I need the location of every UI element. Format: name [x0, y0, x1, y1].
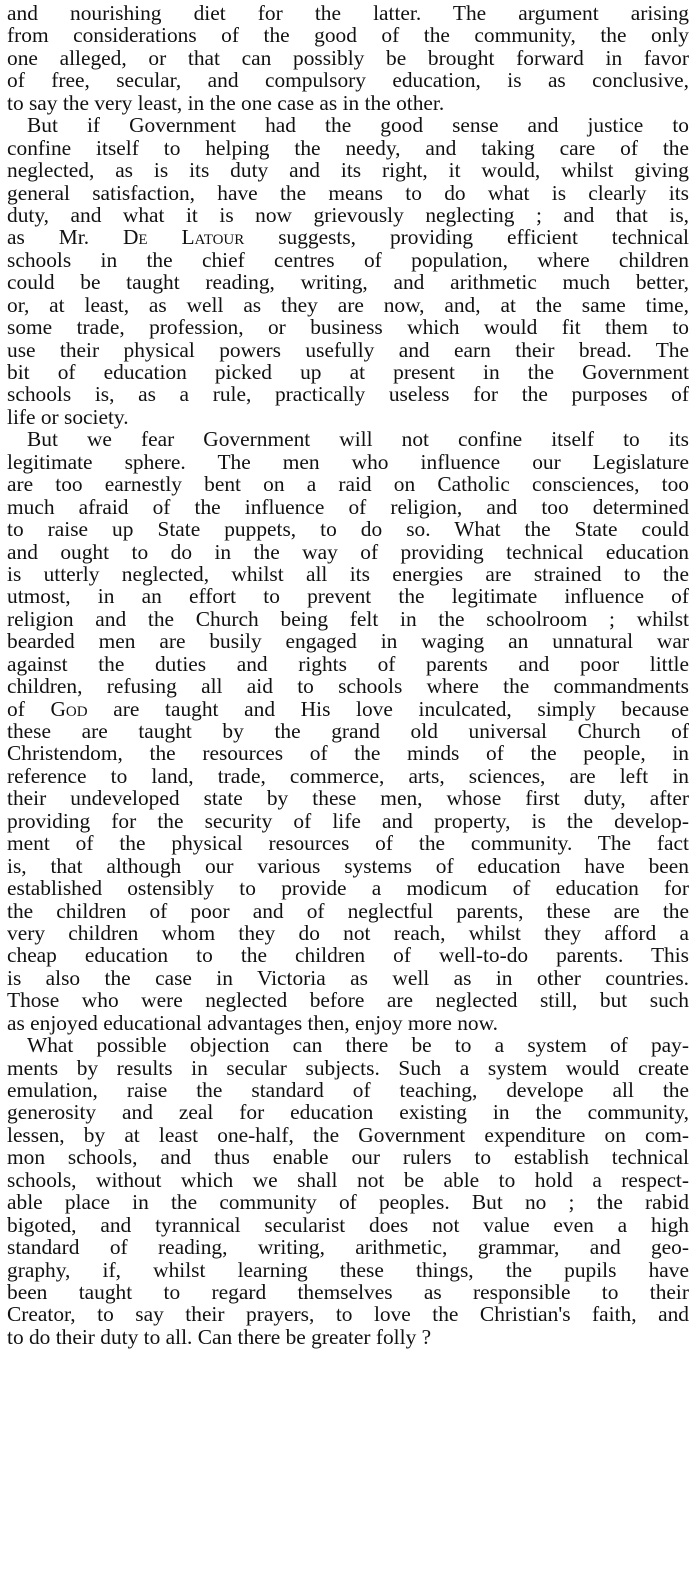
text-line: or, at least, as well as they are now, and, at the same time, — [7, 292, 689, 317]
text-line: the children of poor and of neglectful parents, these are the — [7, 898, 689, 923]
text-line: cheap education to the children of well-to-do parents. This — [7, 943, 689, 968]
text-line: duty, and what it is now grievously neglecting ; and that is, — [7, 202, 689, 227]
text-line: bearded men are busily engaged in waging an unnatural war — [7, 629, 689, 654]
text-line: as Mr. De Latour suggests, providing efficient technical — [7, 225, 690, 250]
text-line: ments by results in secular subjects. Such a system would create — [7, 1055, 689, 1080]
text-line: able place in the community of peoples. But no ; the rabid — [7, 1190, 689, 1215]
paragraph — [7, 114, 689, 428]
text-line: schools is, as a rule, practically useless for the purposes of — [7, 382, 689, 407]
text-line: graphy, if, whilst learning these things, the pupils have — [7, 1257, 689, 1282]
text-line: been taught to regard themselves as responsible to their — [7, 1279, 689, 1304]
text-line: children, refusing all aid to schools where the commandments — [7, 674, 689, 699]
text-line: religion and the Church being felt in the schoolroom ; whilst — [7, 606, 689, 631]
text-line: of free, secular, and compulsory education, is as conclusive, — [7, 68, 689, 93]
text-line: to raise up State puppets, to do so. What the State could — [7, 517, 689, 542]
text-line: generosity and zeal for education existing in the community, — [7, 1100, 689, 1125]
text-line: from considerations of the good of the community, the only — [7, 23, 689, 48]
text-line: these are taught by the grand old universal Church of — [7, 719, 689, 743]
text-line: ment of the physical resources of the community. The fact — [7, 831, 689, 856]
text-line: Christendom, the resources of the minds of the people, in — [7, 741, 689, 766]
text-line: standard of reading, writing, arithmetic, grammar, and geo- — [7, 1235, 689, 1260]
text-line: use their physical powers usefully and earn their bread. The — [7, 337, 689, 362]
text-line: are too earnestly bent on a raid on Catholic consciences, too — [7, 472, 689, 497]
text-line: But we fear Government will not confine itself to its — [27, 427, 689, 452]
text-line: as enjoyed educational advantages then, enjoy more now. — [7, 1010, 499, 1035]
text-line: is utterly neglected, whilst all its energies are strained to the — [7, 561, 689, 586]
text-line: is also the case in Victoria as well as in other countries. — [7, 965, 689, 990]
text-line: utmost, in an effort to prevent the legitimate influence of — [7, 584, 689, 609]
text-line: legitimate sphere. The men who influence our Legislature — [7, 449, 689, 474]
text-line: general satisfaction, have the means to do what is clearly its — [7, 180, 689, 205]
paragraph — [7, 1034, 689, 1348]
text-line: lessen, by at least one-half, the Government expenditure on com- — [7, 1122, 689, 1147]
text-line: could be taught reading, writing, and arithmetic much better, — [7, 270, 689, 295]
text-line: one alleged, or that can possibly be brought forward in favor — [7, 45, 689, 70]
text-line: reference to land, trade, commerce, arts, sciences, are left in — [7, 763, 689, 788]
text-line: schools, without which we shall not be able to hold a respect- — [7, 1167, 689, 1192]
text-line: to do their duty to all. Can there be greater folly ? — [7, 1324, 432, 1349]
text-line: of God are taught and His love inculcated, simply because — [7, 696, 689, 721]
text-line: to say the very least, in the one case as in the other. — [7, 90, 445, 115]
text-line: neglected, as is its duty and its right, it would, whilst giving — [7, 158, 689, 183]
text-line: much afraid of the influence of religion, and too determined — [7, 494, 689, 519]
text-line: and ought to do in the way of providing technical education — [7, 539, 689, 564]
paragraph — [7, 428, 689, 1034]
text-line: is, that although our various systems of education have been — [7, 853, 689, 878]
text-line: very children whom they do not reach, whilst they afford a — [7, 920, 689, 945]
text-line: But if Government had the good sense and justice to — [27, 113, 689, 138]
text-line: some trade, profession, or business which would fit them to — [7, 315, 689, 340]
text-line: their undeveloped state by these men, whose first duty, after — [7, 786, 689, 811]
text-line: emulation, raise the standard of teaching, develope all the — [7, 1078, 689, 1102]
text-line: bit of education picked up at present in the Government — [7, 360, 689, 384]
text-line: Those who were neglected before are neglected still, but such — [7, 988, 689, 1013]
text-line: mon schools, and thus enable our rulers to establish technical — [7, 1145, 689, 1170]
text-line: against the duties and rights of parents and poor little — [7, 651, 689, 676]
text-line: schools in the chief centres of population, where children — [7, 247, 689, 272]
text-line: and nourishing diet for the latter. The argument arising — [7, 1, 689, 25]
paragraph — [7, 2, 689, 114]
text-line: established ostensibly to provide a modicum of education for — [7, 876, 689, 901]
text-line: bigoted, and tyrannical secularist does not value even a high — [7, 1212, 689, 1237]
text-line: confine itself to helping the needy, and taking care of the — [7, 135, 689, 160]
article-column — [7, 2, 689, 1348]
text-line: Creator, to say their prayers, to love the Christian's faith, and — [7, 1302, 689, 1327]
text-line: life or society. — [7, 404, 129, 429]
text-line: providing for the security of life and property, is the develop- — [7, 808, 689, 833]
text-line: What possible objection can there be to a system of pay- — [27, 1033, 689, 1058]
